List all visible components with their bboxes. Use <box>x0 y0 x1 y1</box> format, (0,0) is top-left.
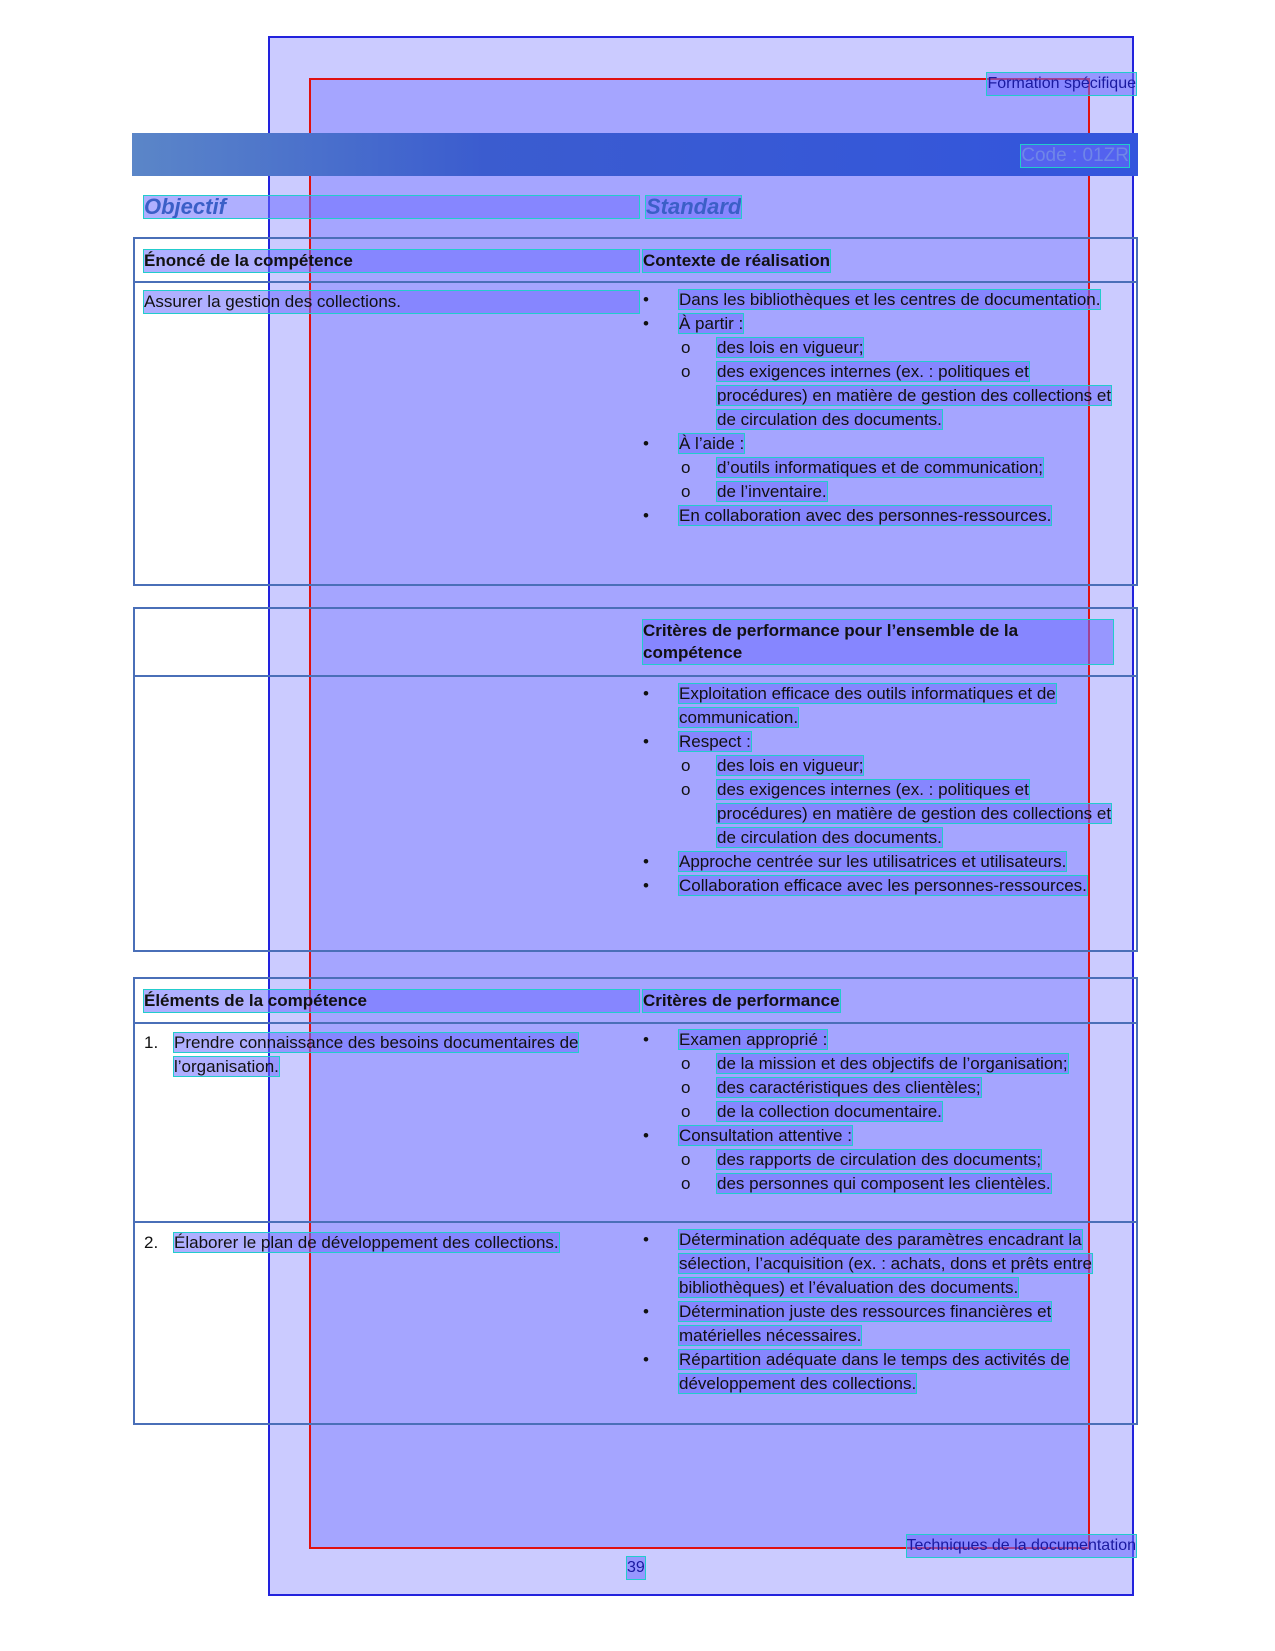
elements-heading: Éléments de la compétence <box>144 990 639 1012</box>
bullet-icon: • <box>643 314 649 333</box>
list-item-text: de la mission et des objectifs de l’organisation; <box>717 1054 1068 1073</box>
list-item-text: À l’aide : <box>679 434 745 453</box>
list-item-text: des rapports de circulation des documents; <box>717 1150 1042 1169</box>
circle-bullet-icon: o <box>681 1150 691 1169</box>
circle-bullet-icon: o <box>681 362 691 381</box>
list-item <box>643 682 1123 730</box>
contexte-heading: Contexte de réalisation <box>643 251 831 270</box>
code-banner <box>132 133 1138 176</box>
objectif-heading: Objectif <box>144 196 639 218</box>
box-divider <box>135 1022 1136 1024</box>
bullet-icon: • <box>643 876 649 895</box>
list-item <box>643 1124 1123 1148</box>
element-number: 1. <box>144 1033 159 1052</box>
circle-bullet-icon: o <box>681 1078 691 1097</box>
list-item-text: de la collection documentaire. <box>717 1102 942 1121</box>
list-item <box>643 504 1123 528</box>
sub-list-item <box>643 456 1123 480</box>
list-item-text: Examen approprié : <box>679 1030 828 1049</box>
list-item-text: En collaboration avec des personnes-ressources. <box>679 506 1052 525</box>
bullet-icon: • <box>643 1350 649 1369</box>
sub-list-item <box>643 360 1123 432</box>
list-item-text: des caractéristiques des clientèles; <box>717 1078 981 1097</box>
list-item-text: Détermination juste des ressources financières et matérielles nécessaires. <box>679 1302 1052 1345</box>
criteres-list-2 <box>643 1228 1123 1396</box>
sub-list-item <box>643 1052 1123 1076</box>
sub-list-item <box>643 1100 1123 1124</box>
list-item <box>643 288 1123 312</box>
bullet-icon: • <box>643 1302 649 1321</box>
element-2 <box>144 1231 654 1255</box>
list-item-text: À partir : <box>679 314 744 333</box>
criteres-ensemble-heading: Critères de performance pour l’ensemble de la compétence <box>643 620 1113 664</box>
list-item-text: Dans les bibliothèques et les centres de documentation. <box>679 290 1101 309</box>
sub-list-item <box>643 1148 1123 1172</box>
list-item-text: des exigences internes (ex. : politiques et procédures) en matière de gestion des collections et de circulation des documents. <box>717 362 1112 429</box>
circle-bullet-icon: o <box>681 458 691 477</box>
box-divider <box>135 281 1136 283</box>
criteres-list-1 <box>643 1028 1123 1196</box>
list-item <box>643 1300 1123 1348</box>
page-number: 39 <box>627 1557 645 1579</box>
box-divider <box>135 675 1136 677</box>
list-item-text: des lois en vigueur; <box>717 338 864 357</box>
bullet-icon: • <box>643 290 649 309</box>
standard-heading: Standard <box>646 194 742 219</box>
element-text: Élaborer le plan de développement des collections. <box>174 1233 559 1252</box>
list-item-text: Approche centrée sur les utilisatrices et utilisateurs. <box>679 852 1067 871</box>
bullet-icon: • <box>643 1230 649 1249</box>
program-label: Formation spécifique <box>987 73 1136 95</box>
list-item <box>643 1348 1123 1396</box>
footer-title: Techniques de la documentation <box>907 1535 1137 1557</box>
circle-bullet-icon: o <box>681 1054 691 1073</box>
enonce-heading: Énoncé de la compétence <box>144 250 639 272</box>
list-item <box>643 432 1123 456</box>
circle-bullet-icon: o <box>681 1102 691 1121</box>
circle-bullet-icon: o <box>681 780 691 799</box>
list-item <box>643 874 1123 898</box>
bullet-icon: • <box>643 1126 649 1145</box>
sub-list-item <box>643 778 1123 850</box>
list-item-text: Répartition adéquate dans le temps des activités de développement des collections. <box>679 1350 1070 1393</box>
criteres-ensemble-list <box>643 682 1123 898</box>
sub-list-item <box>643 754 1123 778</box>
list-item <box>643 312 1123 336</box>
circle-bullet-icon: o <box>681 756 691 775</box>
bullet-icon: • <box>643 434 649 453</box>
list-item-text: de l’inventaire. <box>717 482 827 501</box>
circle-bullet-icon: o <box>681 1174 691 1193</box>
list-item-text: d’outils informatiques et de communication; <box>717 458 1043 477</box>
list-item <box>643 1028 1123 1052</box>
competency-code: Code : 01ZR <box>1021 145 1129 166</box>
sub-list-item <box>643 1172 1123 1196</box>
list-item-text: des personnes qui composent les clientèles. <box>717 1174 1051 1193</box>
circle-bullet-icon: o <box>681 338 691 357</box>
bullet-icon: • <box>643 1030 649 1049</box>
enonce-text: Assurer la gestion des collections. <box>144 291 639 313</box>
list-item-text: Détermination adéquate des paramètres encadrant la sélection, l’acquisition (ex. : achats, dons et prêts entre bibliothèques) et l’évaluation des documents. <box>679 1230 1092 1297</box>
list-item-text: des exigences internes (ex. : politiques et procédures) en matière de gestion des collections et de circulation des documents. <box>717 780 1112 847</box>
circle-bullet-icon: o <box>681 482 691 501</box>
bullet-icon: • <box>643 506 649 525</box>
list-item <box>643 1228 1123 1300</box>
bullet-icon: • <box>643 732 649 751</box>
list-item-text: Collaboration efficace avec les personnes-ressources. <box>679 876 1087 895</box>
contexte-list <box>643 288 1123 528</box>
sub-list-item <box>643 336 1123 360</box>
list-item-text: Exploitation efficace des outils informatiques et de communication. <box>679 684 1056 727</box>
element-text: Prendre connaissance des besoins documentaires de l’organisation. <box>174 1033 579 1076</box>
bullet-icon: • <box>643 852 649 871</box>
sub-list-item <box>643 1076 1123 1100</box>
element-number: 2. <box>144 1233 159 1252</box>
element-1 <box>144 1031 654 1079</box>
list-item <box>643 850 1123 874</box>
list-item-text: Respect : <box>679 732 751 751</box>
list-item-text: Consultation attentive : <box>679 1126 852 1145</box>
sub-list-item <box>643 480 1123 504</box>
element-divider <box>135 1221 1136 1223</box>
bullet-icon: • <box>643 684 649 703</box>
criteres-heading: Critères de performance <box>643 991 840 1010</box>
list-item <box>643 730 1123 754</box>
list-item-text: des lois en vigueur; <box>717 756 864 775</box>
